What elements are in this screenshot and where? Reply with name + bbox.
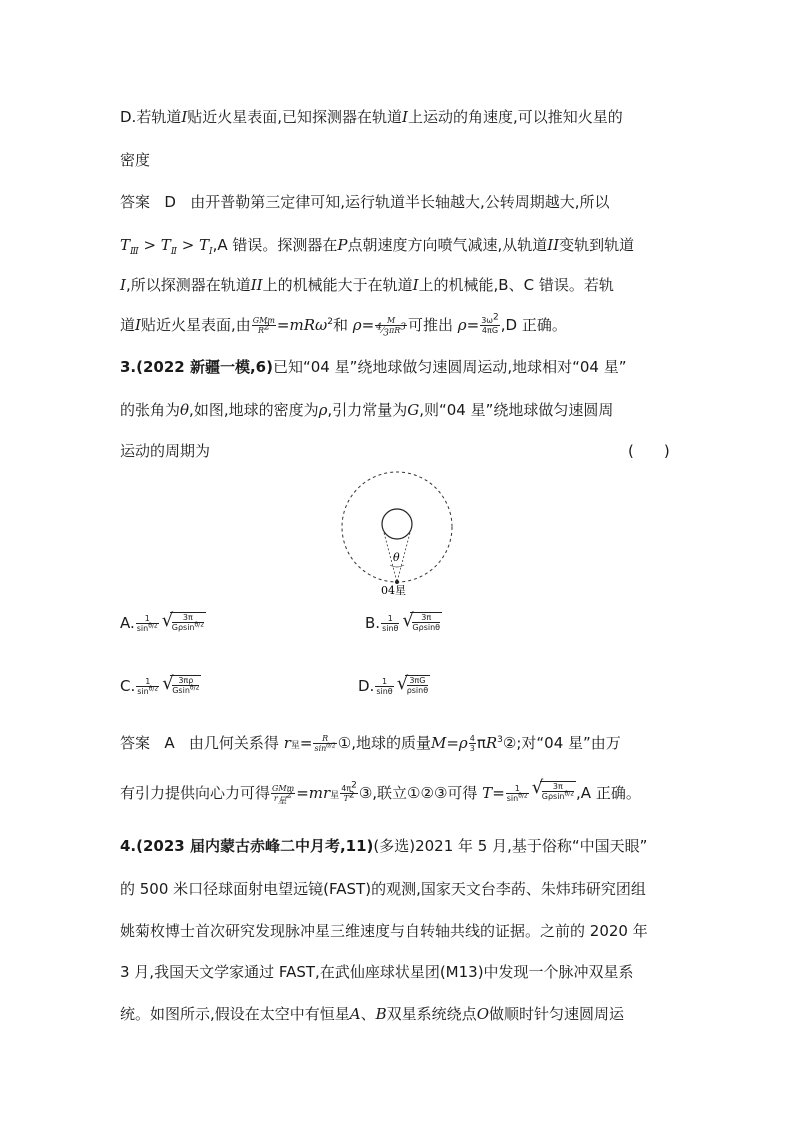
- orbit-circle: [342, 472, 452, 582]
- text: ,如图,地球的密度为: [189, 401, 319, 419]
- text: 运动的周期为: [120, 442, 211, 460]
- text: 上的机械能大于在轨道: [262, 276, 413, 294]
- angle-arc: [390, 565, 404, 567]
- text: =: [276, 316, 290, 334]
- orbit-symbol: I: [120, 276, 126, 294]
- q2-answer-line4: 道I贴近火星表面,由 $\frac{\text{GMm}}{R^2}$ =mRω$^2$和 ρ= $\frac{M}{^4⁄_3\pi R^3}$ 可推出 ρ= $\frac{3\omega^2}{4\pi G}$ ,D 正确。: [120, 312, 567, 339]
- text: ,A 正确。: [576, 784, 641, 802]
- answer-choice: A: [164, 734, 175, 752]
- formula: mRω: [289, 316, 328, 334]
- theta-label: θ: [393, 551, 400, 564]
- text: 、: [360, 1005, 376, 1023]
- q4-line1: [120, 836, 680, 856]
- q3-line2: [120, 400, 680, 420]
- sqrt: √ $\frac{3\pi\rho}{Gsin^{\theta/2}}$: [162, 673, 200, 695]
- text: 可推出: [408, 316, 454, 334]
- orbit-figure: [340, 470, 460, 600]
- q2-answer-line3: [120, 275, 680, 295]
- option-b[interactable]: [365, 612, 442, 635]
- text: ①,地球的质量: [337, 734, 431, 752]
- q2-option-d-line1: [120, 107, 680, 127]
- formula-density: $\frac{M}{^4⁄_3\pi R^3}$: [376, 316, 406, 339]
- q3-line1: [120, 357, 680, 377]
- text: (多选)2021 年 5 月,基于俗称“中国天眼”: [373, 837, 648, 855]
- text: 贴近火星表面,已知探测器在轨道: [187, 108, 403, 126]
- question-number: 4.(2023 届内蒙古赤峰二中月考,11): [120, 837, 374, 855]
- orbit-symbol: I: [135, 316, 141, 334]
- q3-line3: [120, 441, 680, 461]
- star-b-symbol: B: [375, 1005, 387, 1023]
- answer-label: 答案: [120, 193, 151, 211]
- sqrt: √ $\frac{3\pi}{G\rho\sin\theta}$: [402, 610, 441, 632]
- formula-4pi2-over-t2: $\frac{4\pi^2}{T^2}$: [341, 780, 357, 803]
- text: 的张角为: [120, 401, 181, 419]
- text: ,引力常量为: [327, 401, 408, 419]
- text: 上的机械能,B、C 错误。若轨: [418, 276, 614, 294]
- text: 做顺时针匀速圆周运: [489, 1005, 625, 1023]
- text: ,所以探测器在轨道: [125, 276, 251, 294]
- text: 由开普勒第三定律可知,运行轨道半长轴越大,公转周期越大,所以: [190, 193, 610, 211]
- answer-choice: D: [164, 193, 176, 211]
- text: 贴近火星表面,由: [140, 316, 251, 334]
- text: ③,联立①②③可得: [358, 784, 478, 802]
- option-formula: $\frac{1}{\sin^{\theta/2}}$: [136, 614, 158, 633]
- orbit-symbol: II: [547, 236, 560, 254]
- orbit-symbol: I: [412, 276, 419, 294]
- option-letter: C.: [120, 677, 136, 695]
- formula-rho: ρ: [457, 316, 467, 334]
- sqrt: √ $\frac{3\pi G}{\rho\sin\theta}$: [396, 673, 429, 695]
- option-letter: A.: [120, 614, 135, 632]
- option-c[interactable]: [120, 675, 201, 698]
- option-letter: D.: [358, 677, 375, 695]
- period-inequality: $T_Ⅲ > T_Ⅱ > T_Ⅰ$: [120, 236, 213, 257]
- option-formula: $\frac{1}{\sin^{\theta/2}}$: [137, 677, 159, 696]
- option-letter: B.: [365, 614, 381, 632]
- star-a-symbol: A: [349, 1005, 361, 1023]
- text: 上运动的角速度,可以推知火星的: [407, 108, 623, 126]
- text: 统。如图所示,假设在太空中有恒星: [120, 1005, 350, 1023]
- answer-blank: ( ): [628, 442, 670, 460]
- q4-line2: 的 500 米口径球面射电望远镜(FAST)的观测,国家天文台李菂、朱炜玮研究团组: [120, 880, 646, 898]
- sqrt: √ $\frac{3\pi}{G\rho\sin^{\theta/2}}$: [531, 776, 575, 801]
- option-a[interactable]: [120, 612, 206, 635]
- question-number: 3.(2022 新疆一模,6): [120, 358, 273, 376]
- point-o-symbol: O: [476, 1005, 489, 1023]
- formula-gravity: $\frac{\text{GMm}}{r_星^2}$: [272, 784, 295, 807]
- point-symbol: P: [337, 236, 348, 254]
- text: ,D 正确。: [500, 316, 567, 334]
- text: 和: [332, 316, 348, 334]
- text: D.若轨道: [120, 108, 182, 126]
- q3-answer-line2: 有引力提供向心力可得 $\frac{\text{GMm}}{r_星^2}$ =mr星 $\frac{4\pi^2}{T^2}$ ③,联立①②③可得 T= $\frac{1}{\sin^{\theta/2}}$ √ $\frac{3\pi}{G\rho\sin^{\theta/2}}$ ,A 正确。: [120, 776, 641, 807]
- orbit-symbol: I: [181, 108, 188, 126]
- text: 有引力提供向心力可得: [120, 784, 271, 802]
- formula-gmm-over-r2: $\frac{\text{GMm}}{R^2}$: [252, 316, 275, 335]
- q2-answer-line1: [120, 192, 680, 212]
- text: 点朝速度方向喷气减速,从轨道: [347, 236, 548, 254]
- orbit-symbol: I: [402, 108, 408, 126]
- formula-r: r: [283, 734, 291, 752]
- text: 道: [120, 316, 136, 334]
- q3-answer-line1: 答案 A 由几何关系得 r星= $\frac{R}{\sin^{\theta/2}}$ ①,地球的质量M=ρ $\frac{4}{3}$ $\pi R^3②$;对“04 星”由万: [120, 734, 621, 753]
- sqrt: √ $\frac{3\pi}{G\rho\sin^{\theta/2}}$: [161, 610, 205, 632]
- satellite-label: 04星: [381, 584, 406, 597]
- text: ②;对“04 星”由万: [502, 734, 621, 752]
- formula-result: $\frac{1}{\sin^{\theta/2}}$: [506, 784, 528, 803]
- text: ,则“04 星”绕地球做匀速圆周: [419, 401, 614, 419]
- theta-symbol: θ: [180, 401, 190, 419]
- earth-circle: [382, 509, 412, 539]
- g-symbol: G: [407, 401, 420, 419]
- formula-t: T: [482, 784, 493, 802]
- q2-option-d-line2: 密度: [120, 151, 151, 169]
- formula-3w2-over-4piG: $\frac{3\omega^2}{4\pi G}$: [481, 312, 499, 335]
- answer-label: 答案: [120, 734, 151, 752]
- text: 变轨到轨道: [559, 236, 635, 254]
- orbit-symbol: II: [250, 276, 263, 294]
- q2-answer-line2: [120, 235, 680, 255]
- q4-line4: 3 月,我国天文学家通过 FAST,在武仙座球状星团(M13)中发现一个脉冲双星系: [120, 963, 634, 981]
- text: 已知“04 星”绕地球做匀速圆周运动,地球相对“04 星”: [272, 358, 627, 376]
- q4-line3: 姚菊枚博士首次研究发现脉冲星三维速度与自转轴共线的证据。之前的 2020 年: [120, 922, 648, 940]
- text: ,A 错误。探测器在: [212, 236, 338, 254]
- text: 双星系统绕点: [386, 1005, 477, 1023]
- formula-r-over-sin: $\frac{R}{\sin^{\theta/2}}$: [314, 734, 336, 753]
- q4-line5: [120, 1004, 680, 1024]
- rho-symbol: ρ: [318, 401, 328, 419]
- formula: ρ: [352, 316, 362, 334]
- option-d[interactable]: [358, 675, 430, 698]
- formula-mass: M=ρ: [430, 734, 468, 752]
- formula-four-thirds: $\frac{4}{3}$: [469, 734, 475, 753]
- option-formula: $\frac{1}{\sin\theta}$: [382, 614, 399, 633]
- text: 由几何关系得: [188, 734, 279, 752]
- option-formula: $\frac{1}{\sin\theta}$: [376, 677, 393, 696]
